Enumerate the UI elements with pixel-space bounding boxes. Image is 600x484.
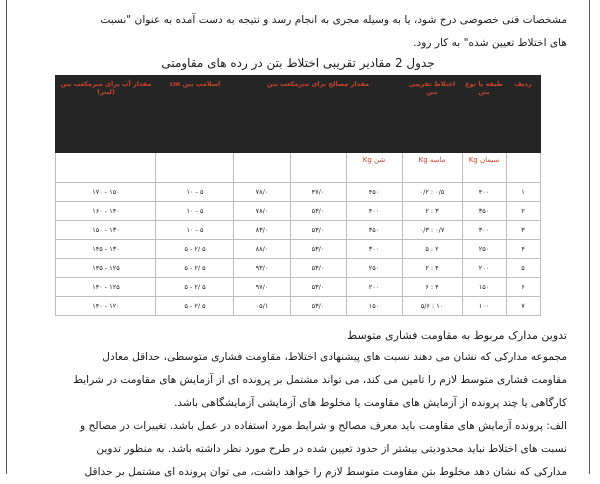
table-cell: ۵ /۲ - ۵	[156, 240, 234, 259]
table-cell: ۲۰۰	[346, 278, 402, 297]
header-row-number: ردیف	[506, 76, 540, 153]
table-cell: ۷	[506, 297, 540, 316]
table-cell: ۸۸/۰	[234, 240, 290, 259]
table-cell: ۱۴۰ - ۱۶۰	[56, 202, 156, 221]
document-page	[6, 0, 590, 478]
table-cell: ۱۰۰	[462, 297, 506, 316]
table-cell: ۱۳۰ - ۱۴۵	[56, 240, 156, 259]
table-cell: ۴ : ۶	[402, 278, 462, 297]
table-cell: ۵	[506, 259, 540, 278]
table-cell: ۳۵۰	[462, 202, 506, 221]
header-concrete-class: طبقه یا نوع بتن	[462, 76, 506, 153]
intro-line-2: های اختلاط تعیین شده" به کار رود.	[413, 37, 567, 49]
table-cell: ۶	[506, 278, 540, 297]
body-line-1: مجموعه مدارکی که نشان می دهند نسبت های پیشنهادی اختلاط، مقاومت فشاری متوسطی، حداقل معادل	[102, 351, 567, 363]
table-row	[56, 297, 540, 316]
table-cell: ۴	[506, 240, 540, 259]
table-cell: ۵۳/۰	[290, 221, 346, 240]
table-cell: ۴۵۰	[346, 183, 402, 202]
unit-cell	[506, 153, 540, 183]
table-cell: ۵۳/۰	[290, 297, 346, 316]
table-cell: ۸۳/۰	[234, 221, 290, 240]
table-cell: ۵ /۲ - ۵	[156, 297, 234, 316]
table-cell: ۹۷/۰	[234, 278, 290, 297]
body-line-4: الف: پرونده آزمایش های مقاومت باید معرف مصالح و شرایط مورد استفاده در عمل باشد. تغییرات در مصالح و	[80, 420, 567, 432]
table-cell: ۲ : ۵	[402, 240, 462, 259]
header-material-quantity: مقدار مصالح برای مترمکعب بتن	[234, 76, 402, 153]
table-cell: ۳۰۰	[346, 240, 402, 259]
table-cell: ۵ - ۱۰	[156, 183, 234, 202]
table-row	[56, 259, 540, 278]
table-cell: ۷۸/۰	[234, 202, 290, 221]
table-cell: ۵۳/۰	[290, 259, 346, 278]
header-approx-mix: اختلاط تقریبی بتن	[402, 76, 462, 153]
table-row	[56, 240, 540, 259]
table-cell: ۱۵۰ - ۱۷۰	[56, 183, 156, 202]
intro-line-1: مشخصات فنی خصوصی درج شود، یا به وسیله مجری به انجام رسد و نتیجه به دست آمده به عنوان "نسبت	[100, 14, 567, 26]
table-caption: جدول 2 مقادیر تقریبی اختلاط بتن در رده های مقاومتی	[161, 56, 435, 70]
table-row	[56, 278, 540, 297]
unit-sand: ماسه Kg	[402, 153, 462, 183]
unit-cell	[290, 153, 346, 183]
table-cell: ۷۸/۰	[234, 183, 290, 202]
body-line-3: کارگاهی یا چند پرونده از آزمایش های مقاومت یا مخلوط های آزمایشی آزمایشگاهی باشد.	[174, 397, 567, 409]
table-cell: ۲۰۰	[462, 259, 506, 278]
table-cell: ۴ : ۲	[402, 259, 462, 278]
body-line-6: مدارکی که نشان دهد مخلوط بتن مقاومت متوسط لازم را خواهد داشت، می توان پرونده ای مشتمل بر حداقل	[84, 466, 567, 478]
unit-cement: سیمان Kg	[462, 153, 506, 183]
table-cell: ۰/۵ : ۰/۲	[402, 183, 462, 202]
table-row	[56, 221, 540, 240]
section-heading: تدوین مدارک مربوط به مقاومت فشاری متوسط	[347, 329, 567, 342]
table-cell: ۱۲۰ - ۱۴۰	[56, 297, 156, 316]
table-cell: ۵۳/۰	[290, 278, 346, 297]
table-cell: ۱	[506, 183, 540, 202]
table-cell: ۱۲۵ - ۱۴۵	[56, 259, 156, 278]
table-cell: ۵۳/۰	[290, 240, 346, 259]
table-cell: ۵ /۲ - ۵	[156, 278, 234, 297]
table-cell: ۱۵۰	[346, 297, 402, 316]
unit-cell	[156, 153, 234, 183]
unit-cell	[56, 153, 156, 183]
table-cell: ۲۵۰	[346, 259, 402, 278]
table-cell: ۵۳/۰	[290, 202, 346, 221]
table-cell: ۵ - ۱۰	[156, 221, 234, 240]
table-cell: ۴۰۰	[462, 183, 506, 202]
table-unit-row	[56, 153, 540, 183]
unit-cell	[234, 153, 290, 183]
table-cell: ۵ - ۱۰	[156, 202, 234, 221]
table-cell: ۱۳۰ - ۱۵۰	[56, 221, 156, 240]
table-row	[56, 183, 540, 202]
table-cell: ۱۵۰	[462, 278, 506, 297]
table-header-row	[56, 76, 540, 153]
concrete-mix-table	[55, 75, 540, 316]
table-cell: ۳۵۰	[346, 221, 402, 240]
header-water: مقدار آب برای مترمکعب بتن (لیتر)	[56, 76, 156, 153]
table-cell: ۱۰ : ۵/۶	[402, 297, 462, 316]
table-cell: ۳۰۰	[462, 221, 506, 240]
table-cell: ۲۵۰	[462, 240, 506, 259]
table-cell: ۱۲۵ - ۱۴۰	[56, 278, 156, 297]
body-line-5: نسبت های اختلاط نباید محدودیتی بیشتر از حدود تعیین شده در طرح مورد نظر داشته باشد. به منظور تدوین	[96, 443, 567, 455]
table-cell: ۰۵/۱	[234, 297, 290, 316]
table-row	[56, 202, 540, 221]
table-cell: ۰/۷ : ۰/۳	[402, 221, 462, 240]
table-cell: ۴۰۰	[346, 202, 402, 221]
table-cell: ۹۳/۰	[234, 259, 290, 278]
table-cell: ۵ /۲ - ۵	[156, 259, 234, 278]
table-cell: ۳	[506, 221, 540, 240]
unit-gravel: شن Kg	[346, 153, 402, 183]
table-cell: ۳ : ۲	[402, 202, 462, 221]
header-slump: اسلامپ بتن cm	[156, 76, 234, 153]
body-line-2: مقاومت فشاری متوسط لازم را تامین می کند، می تواند مشتمل بر پرونده ای از آزمایش های مقاومت در شرایط	[73, 374, 567, 386]
table-cell: ۴۷/۰	[290, 183, 346, 202]
table-cell: ۲	[506, 202, 540, 221]
